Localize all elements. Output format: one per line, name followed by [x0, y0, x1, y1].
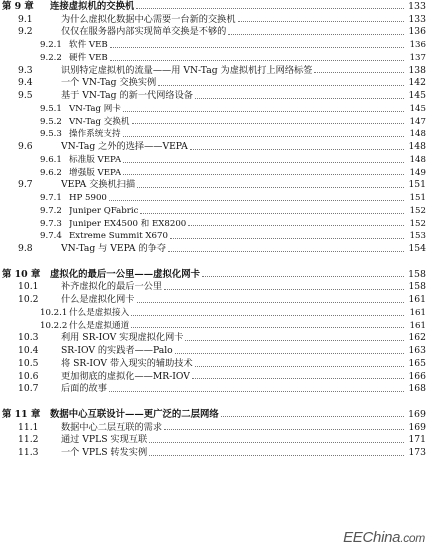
toc-section-entry — [0, 447, 429, 460]
toc-entry-title: 一个 VPLS 转发实例 — [61, 447, 148, 458]
toc-entry-title: Juniper EX4500 和 EX8200 — [69, 218, 187, 229]
toc-dot-leader — [137, 187, 404, 188]
toc-page-number: 138 — [408, 64, 426, 76]
toc-page-number: 137 — [409, 52, 426, 63]
toc-entry-title: VEPA 交换机扫描 — [61, 179, 136, 191]
watermark-main: EEChina — [343, 529, 401, 546]
toc-subsection-entry — [0, 192, 429, 205]
toc-entry-title: Juniper QFabric — [69, 205, 139, 216]
toc-page-number: 163 — [408, 345, 426, 356]
toc-section-entry — [0, 371, 429, 384]
toc-dot-leader — [228, 34, 404, 35]
toc-subsection-entry — [0, 39, 429, 52]
toc-page-number: 158 — [408, 281, 426, 293]
toc-entry-number: 10.6 — [18, 370, 39, 382]
toc-section-entry — [0, 345, 429, 358]
toc-page-number: 151 — [409, 193, 426, 203]
toc-page-number: 147 — [409, 116, 426, 127]
toc-entry-number: 9.5 — [18, 90, 33, 101]
toc-chapter-entry — [0, 268, 429, 282]
toc-entry-title: 后面的故事 — [61, 383, 107, 395]
toc-spacer — [0, 396, 429, 408]
toc-page-number: 133 — [408, 13, 426, 25]
toc-page-number: 158 — [408, 268, 426, 280]
toc-entry-number: 10.5 — [18, 357, 39, 369]
toc-page-number: 149 — [409, 167, 426, 178]
toc-dot-leader — [123, 174, 404, 175]
toc-section-entry — [0, 65, 429, 78]
toc-page-number: 145 — [408, 90, 426, 101]
toc-page-number: 161 — [408, 294, 426, 305]
toc-entry-title: Extreme Summit X670 — [69, 231, 168, 242]
toc-dot-leader — [190, 149, 404, 150]
toc-dot-leader — [123, 136, 404, 137]
toc-page-number: 148 — [408, 141, 426, 152]
toc-entry-title: 数据中心二层互联的需求 — [61, 421, 163, 433]
toc-entry-title: 将 SR-IOV 带入现实的辅助技术 — [61, 357, 193, 369]
toc-section-entry — [0, 434, 429, 447]
toc-section-entry — [0, 281, 429, 294]
toc-section-entry — [0, 294, 429, 307]
toc-entry-title: 更加彻底的虚拟化——MR-IOV — [61, 370, 190, 382]
toc-chapter-entry — [0, 408, 429, 422]
toc-page-number: 161 — [409, 320, 426, 331]
toc-entry-title: SR-IOV 的实践者——Palo — [61, 345, 173, 356]
toc-dot-leader — [185, 340, 404, 341]
toc-subsection-entry — [0, 103, 429, 116]
toc-dot-leader — [195, 98, 404, 99]
toc-section-entry — [0, 332, 429, 345]
toc-page-number: 169 — [408, 421, 426, 433]
toc-entry-number: 10.1 — [18, 281, 39, 293]
toc-dot-leader — [175, 353, 404, 354]
toc-page-number: 166 — [408, 370, 426, 382]
toc-page-number: 162 — [408, 332, 426, 344]
toc-entry-number: 10.3 — [18, 332, 39, 344]
toc-page-number: 168 — [408, 383, 426, 395]
toc-entry-number: 9.7.1 — [40, 193, 62, 203]
toc-entry-number: 10.4 — [18, 345, 39, 356]
toc-entry-number: 9.7.4 — [40, 231, 62, 242]
toc-dot-leader — [314, 72, 404, 73]
toc-entry-title: 数据中心互联设计——更广泛的二层网络 — [50, 409, 219, 420]
toc-spacer — [0, 256, 429, 268]
toc-section-entry — [0, 26, 429, 39]
toc-page-number: 136 — [409, 40, 426, 50]
toc-chapter-entry — [0, 0, 429, 14]
toc-page-number: 154 — [408, 243, 426, 254]
toc-dot-leader — [164, 429, 404, 430]
toc-dot-leader — [149, 455, 404, 456]
toc-page-number: 133 — [408, 1, 426, 12]
toc-subsection-entry — [0, 128, 429, 141]
toc-entry-title: 仅仅在服务器内部实现简单交换是不够的 — [61, 26, 227, 38]
toc-subsection-entry — [0, 218, 429, 231]
toc-dot-leader — [132, 123, 404, 124]
toc-entry-number: 9.6.1 — [40, 154, 62, 165]
toc-section-entry — [0, 77, 429, 90]
toc-dot-leader — [109, 391, 404, 392]
toc-dot-leader — [131, 327, 404, 328]
toc-page-number: 142 — [408, 77, 426, 89]
toc-dot-leader — [131, 315, 404, 316]
toc-entry-title: 识别特定虚拟机的流量——用 VN-Tag 为虚拟机打上网络标签 — [61, 64, 313, 76]
toc-dot-leader — [123, 162, 404, 163]
toc-entry-number: 11.1 — [18, 421, 39, 433]
toc-entry-title: 为什么虚拟化数据中心需要一台新的交换机 — [61, 13, 236, 25]
toc-entry-number: 第 10 章 — [2, 268, 41, 280]
toc-entry-title: 操作系统支持 — [69, 129, 121, 140]
toc-entry-title: 标准版 VEPA — [69, 154, 122, 165]
toc-dot-leader — [168, 251, 404, 252]
toc-subsection-entry — [0, 116, 429, 129]
watermark-suffix: .com — [400, 531, 425, 545]
toc-dot-leader — [140, 213, 404, 214]
toc-subsection-entry — [0, 167, 429, 180]
toc-entry-title: 什么是虚拟化网卡 — [61, 294, 135, 305]
toc-dot-leader — [123, 111, 404, 112]
toc-page-number: 161 — [409, 307, 426, 318]
toc-entry-number: 9.8 — [18, 243, 33, 254]
toc-section-entry — [0, 358, 429, 371]
toc-page-number: 145 — [409, 103, 426, 114]
toc-entry-number: 9.3 — [18, 64, 33, 76]
toc-entry-number: 第 9 章 — [2, 1, 34, 12]
toc-entry-number: 第 11 章 — [2, 409, 41, 420]
toc-page-number: 173 — [408, 447, 426, 458]
toc-page-number: 165 — [408, 357, 426, 369]
toc-dot-leader — [195, 366, 404, 367]
toc-dot-leader — [110, 47, 404, 48]
toc-section-entry — [0, 14, 429, 27]
toc-dot-leader — [238, 21, 404, 22]
toc-entry-number: 10.2.1 — [40, 307, 68, 318]
toc-entry-title: VN-Tag 与 VEPA 的争夺 — [61, 243, 167, 254]
toc-entry-number: 11.2 — [18, 434, 39, 446]
toc-page-number: 152 — [409, 205, 426, 216]
toc-entry-number: 9.7 — [18, 179, 33, 191]
toc-subsection-entry — [0, 307, 429, 320]
toc-section-entry — [0, 243, 429, 256]
toc-entry-number: 9.4 — [18, 77, 33, 89]
toc-entry-number: 9.5.3 — [40, 129, 62, 140]
toc-page-number: 148 — [409, 154, 426, 165]
toc-entry-number: 9.2.2 — [40, 52, 62, 63]
toc-entry-number: 10.2 — [18, 294, 39, 305]
toc-entry-title: 虚拟化的最后一公里——虚拟化网卡 — [50, 268, 201, 280]
toc-entry-title: VN-Tag 交换机 — [69, 116, 130, 127]
toc-page-number: 136 — [408, 26, 426, 38]
toc-entry-title: 一个 VN-Tag 交换实例 — [61, 77, 157, 89]
toc-subsection-entry — [0, 154, 429, 167]
toc-entry-title: 什么是虚拟接入 — [69, 307, 130, 318]
toc-dot-leader — [158, 85, 404, 86]
toc-dot-leader — [136, 8, 404, 9]
toc-entry-number: 10.7 — [18, 383, 39, 395]
toc-page-number: 151 — [408, 179, 426, 191]
toc-dot-leader — [192, 378, 404, 379]
toc-entry-number: 9.5.2 — [40, 116, 62, 127]
toc-page-number: 152 — [409, 218, 426, 229]
toc-entry-title: VN-Tag 之外的选择——VEPA — [61, 141, 188, 152]
toc-entry-title: HP 5900 — [69, 193, 107, 203]
toc-entry-title: 连接虚拟机的交换机 — [50, 1, 135, 12]
toc-entry-number: 9.2.1 — [40, 40, 62, 50]
toc-entry-number: 9.7.2 — [40, 205, 62, 216]
toc-section-entry — [0, 422, 429, 435]
toc-entry-number: 9.5.1 — [40, 103, 62, 114]
toc-entry-title: 硬件 VEB — [69, 52, 108, 63]
toc-subsection-entry — [0, 205, 429, 218]
toc-entry-number: 10.2.2 — [40, 320, 68, 331]
toc-page-number: 148 — [409, 129, 426, 140]
toc-entry-number: 9.1 — [18, 13, 33, 25]
toc-dot-leader — [109, 200, 404, 201]
toc-section-entry — [0, 383, 429, 396]
toc-subsection-entry — [0, 52, 429, 65]
toc-entry-title: 增强版 VEPA — [69, 167, 122, 178]
toc-dot-leader — [137, 302, 405, 303]
toc-entry-title: 软件 VEB — [69, 40, 108, 50]
toc-entry-title: 什么是虚拟通道 — [69, 320, 130, 331]
toc-entry-number: 9.2 — [18, 26, 33, 38]
toc-entry-title: 补齐虚拟化的最后一公里 — [61, 281, 163, 293]
toc-page-number: 153 — [409, 231, 426, 242]
toc-section-entry — [0, 90, 429, 103]
toc-subsection-entry — [0, 320, 429, 333]
toc-dot-leader — [110, 60, 404, 61]
toc-entry-title: 基于 VN-Tag 的新一代网络设备 — [61, 90, 193, 101]
toc-dot-leader — [164, 289, 404, 290]
toc-entry-title: 利用 SR-IOV 实现虚拟化网卡 — [61, 332, 184, 344]
toc-section-entry — [0, 179, 429, 192]
toc-entry-title: 通过 VPLS 实现互联 — [61, 434, 148, 446]
toc-dot-leader — [149, 442, 404, 443]
toc-dot-leader — [221, 416, 404, 417]
toc-page-number: 169 — [408, 409, 426, 420]
toc-dot-leader — [170, 238, 404, 239]
toc-dot-leader — [202, 276, 404, 277]
toc-page-number: 171 — [408, 434, 426, 446]
toc-entry-number: 11.3 — [18, 447, 39, 458]
toc-entry-number: 9.6.2 — [40, 167, 62, 178]
watermark — [343, 529, 425, 546]
toc-section-entry — [0, 141, 429, 154]
toc-entry-title: VN-Tag 网卡 — [69, 103, 121, 114]
toc-entry-number: 9.6 — [18, 141, 33, 152]
toc-dot-leader — [188, 225, 404, 226]
toc-subsection-entry — [0, 230, 429, 243]
toc-entry-number: 9.7.3 — [40, 218, 62, 229]
